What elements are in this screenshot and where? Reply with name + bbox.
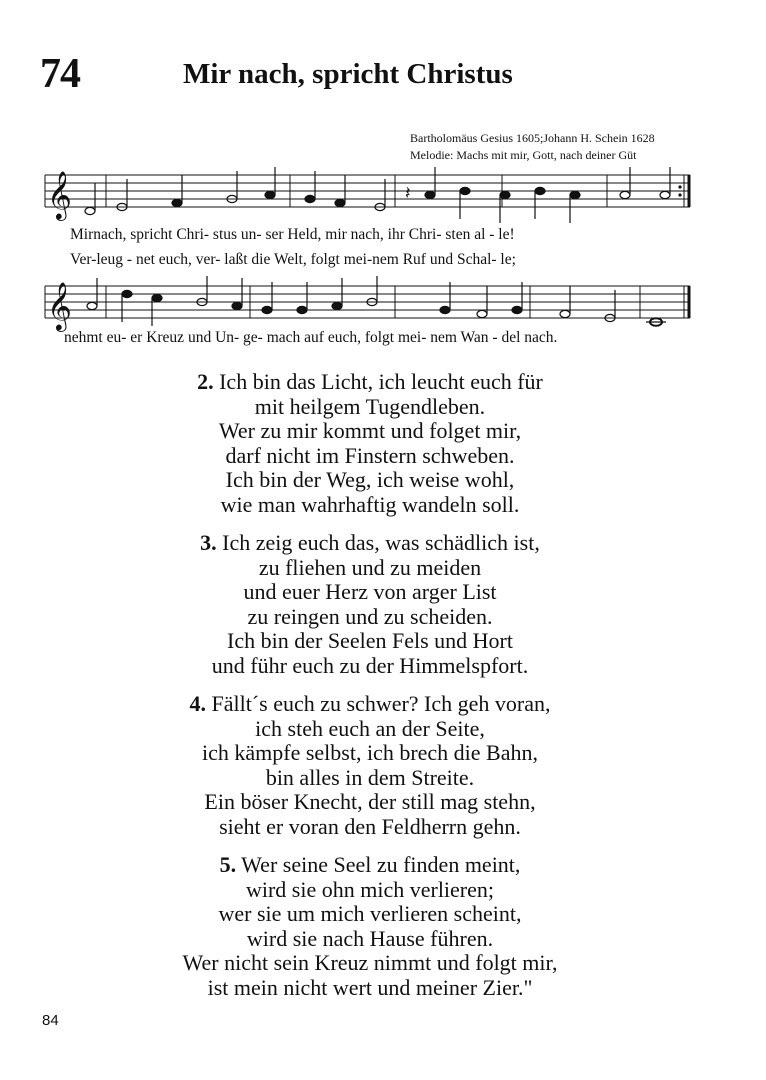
verse-line: ist mein nicht wert und meiner Zier." bbox=[207, 974, 533, 1000]
page-number: 84 bbox=[42, 1012, 59, 1029]
credit-melody: Melodie: Machs mit mir, Gott, nach deiner Güt bbox=[410, 148, 637, 162]
verse-number: 4. bbox=[189, 691, 206, 716]
verse-number: 2. bbox=[197, 369, 214, 394]
verse-line: Ein böser Knecht, der still mag stehn, bbox=[204, 789, 536, 814]
hymn-title: Mir nach, spricht Christus bbox=[183, 58, 513, 90]
lyric-line: Ver-leug - net euch, ver- laßt die Welt, folgt mei-nem Ruf und Schal- le; bbox=[70, 251, 516, 268]
verse-line: Wer zu mir kommt und folget mir, bbox=[218, 418, 522, 443]
verse-line: wird sie ohn mich verlieren; bbox=[245, 876, 495, 902]
verse-line: sieht er voran den Feldherrn gehn. bbox=[219, 813, 521, 839]
verse-line: mit heilgem Tugendleben. bbox=[254, 393, 486, 419]
verse-line: Wer nicht sein Kreuz nimmt und folgt mir, bbox=[182, 950, 558, 975]
verse-line: und führ euch zu der Himmelspfort. bbox=[211, 652, 529, 678]
verse-line: Ich bin der Weg, ich weise wohl, bbox=[225, 467, 515, 492]
verse-number: 3. bbox=[200, 530, 217, 555]
verse-line: und euer Herz von arger List bbox=[243, 579, 497, 604]
verse-line: ich kämpfe selbst, ich brech die Bahn, bbox=[201, 740, 538, 765]
verse-line: 3. Ich zeig euch das, was schädlich ist, bbox=[200, 530, 540, 555]
verse-line: 5. Wer seine Seel zu finden meint, bbox=[219, 852, 521, 877]
verse-line: wer sie um mich verlieren scheint, bbox=[218, 901, 522, 926]
hymn-number: 74 bbox=[40, 51, 80, 97]
verses bbox=[100, 370, 640, 1014]
verse-line: bin alles in dem Streite. bbox=[265, 764, 475, 790]
verse-line: ich steh euch an der Seite, bbox=[255, 715, 485, 741]
lyric-line: nehmt eu- er Kreuz und Un- ge- mach auf euch, folgt mei- nem Wan - del nach. bbox=[64, 329, 558, 346]
verse-line: Ich bin der Seelen Fels und Hort bbox=[227, 628, 513, 653]
quarter-rest-icon: 𝄽 bbox=[405, 183, 411, 203]
verse-line: wird sie nach Hause führen. bbox=[246, 925, 494, 951]
treble-clef-icon: 𝄞 bbox=[47, 170, 72, 219]
verse-line: zu fliehen und zu meiden bbox=[258, 554, 482, 580]
verse-line: 2. Ich bin das Licht, ich leucht euch für bbox=[197, 369, 543, 394]
verse-line: zu reingen und zu scheiden. bbox=[247, 603, 493, 629]
verse-line: 4. Fällt´s euch zu schwer? Ich geh voran, bbox=[189, 691, 551, 716]
verse-4 bbox=[100, 692, 640, 839]
verse-line: darf nicht im Finstern schweben. bbox=[225, 442, 515, 468]
verse-line: wie man wahrhaftig wandeln soll. bbox=[220, 491, 520, 517]
verse-number: 5. bbox=[219, 852, 237, 877]
music-staff-1 bbox=[0, 165, 766, 225]
music-staff-2 bbox=[0, 276, 766, 336]
treble-clef-icon: 𝄞 bbox=[47, 281, 72, 330]
verse-5 bbox=[100, 853, 640, 1000]
credit-text-authors: Bartholomäus Gesius 1605;Johann H. Schein 1628 bbox=[410, 131, 655, 145]
verse-2 bbox=[100, 370, 640, 517]
verse-3 bbox=[100, 531, 640, 678]
lyric-line: Mirnach, spricht Chri- stus un- ser Held, mir nach, ihr Chri- sten al - le! bbox=[70, 226, 515, 243]
